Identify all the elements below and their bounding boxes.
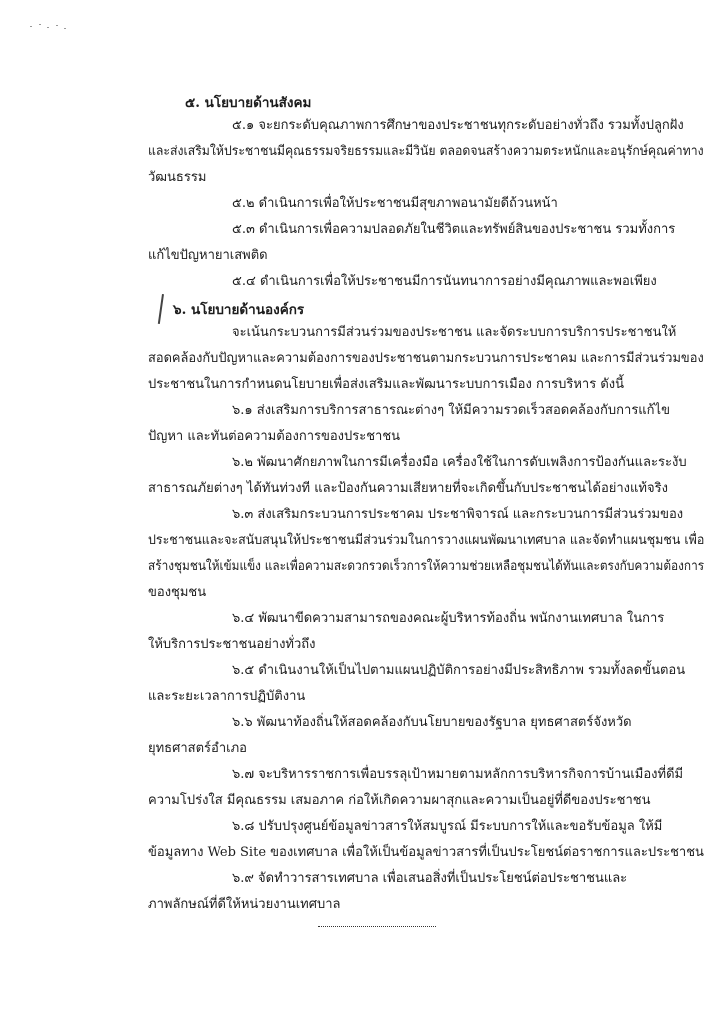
section-heading-6: ๖. นโยบายด้านองค์กร: [173, 302, 305, 318]
paragraph-line: ๖.๓ ส่งเสริมกระบวนการประชาคม ประชาพิจารณ์ และกระบวนการมีส่วนร่วมของ: [232, 507, 684, 522]
paragraph-line: ๕.๔ ดำเนินการเพื่อให้ประชาชนมีการนันทนาการอย่างมีคุณภาพและพอเพียง: [232, 274, 657, 289]
paragraph-line: วัฒนธรรม: [148, 170, 207, 185]
paragraph-line: ๕.๒ ดำเนินการเพื่อให้ประชาชนมีสุขภาพอนามัยดีถ้วนหน้า: [232, 196, 558, 211]
paragraph-line: แก้ไขปัญหายาเสพติด: [148, 248, 268, 263]
paragraph-line: ๖.๖ พัฒนาท้องถิ่นให้สอดคล้องกับนโยบายของรัฐบาล ยุทธศาสตร์จังหวัด: [232, 715, 632, 730]
paragraph-line: ๕.๓ ดำเนินการเพื่อความปลอดภัยในชีวิตและทรัพย์สินของประชาชน รวมทั้งการ: [232, 222, 676, 237]
paragraph-line: และระยะเวลาการปฏิบัติงาน: [148, 689, 306, 704]
paragraph-line: ประชาชนในการกำหนดนโยบายเพื่อส่งเสริมและพัฒนาระบบการเมือง การบริหาร ดังนี้: [148, 377, 624, 392]
section-heading-5: ๕. นโยบายด้านสังคม: [185, 95, 312, 111]
paragraph-line: และส่งเสริมให้ประชาชนมีคุณธรรมจริยธรรมและมีวินัย ตลอดจนสร้างความตระหนักและอนุรักษ์คุณค่าทาง: [148, 144, 704, 159]
paragraph-line: ความโปร่งใส มีคุณธรรม เสมอภาค ก่อให้เกิดความผาสุกและความเป็นอยู่ที่ดีของประชาชน: [148, 793, 651, 808]
paragraph-line: ให้บริการประชาชนอย่างทั่วถึง: [148, 637, 316, 652]
pen-mark: [158, 294, 164, 324]
paragraph-line: ประชาชนและจะสนับสนุนให้ประชาชนมีส่วนร่วมในการวางแผนพัฒนาเทศบาล และจัดทำแผนชุมชน เพื่อ: [148, 533, 705, 548]
paragraph-line: ๖.๗ จะบริหารราชการเพื่อบรรลุเป้าหมายตามหลักการบริหารกิจการบ้านเมืองที่ดีมี: [232, 767, 684, 782]
paragraph-line: สอดคล้องกับปัญหาและความต้องการของประชาชนตามกระบวนการประชาคม และการมีส่วนร่วมของ: [148, 351, 704, 366]
paragraph-line: ภาพลักษณ์ที่ดีให้หน่วยงานเทศบาล: [148, 897, 341, 912]
paragraph-line: สร้างชุมชนให้เข้มแข็ง และเพื่อความสะดวกรวดเร็วการให้ความช่วยเหลือชุมชนได้ทันและตรงกับความต้องการ: [148, 559, 705, 574]
paragraph-line: ของชุมชน: [148, 585, 207, 600]
paragraph-line: ๖.๕ ดำเนินงานให้เป็นไปตามแผนปฏิบัติการอย่างมีประสิทธิภาพ รวมทั้งลดขั้นตอน: [232, 663, 686, 678]
end-dotted-rule: [318, 926, 436, 927]
paragraph-line: ๖.๘ ปรับปรุงศูนย์ข้อมูลข่าวสารให้สมบูรณ์ มีระบบการให้และขอรับข้อมูล ให้มี: [232, 819, 663, 834]
paragraph-line: จะเน้นกระบวนการมีส่วนร่วมของประชาชน และจัดระบบการบริการประชาชนให้: [232, 325, 677, 340]
scan-specks: [30, 22, 70, 30]
paragraph-line: ๕.๑ จะยกระดับคุณภาพการศึกษาของประชาชนทุกระดับอย่างทั่วถึง รวมทั้งปลูกฝัง: [232, 118, 684, 133]
paragraph-line: ข้อมูลทาง Web Site ของเทศบาล เพื่อให้เป็นข้อมูลข่าวสารที่เป็นประโยชน์ต่อราชการและประชาชน: [148, 845, 704, 860]
paragraph-line: ปัญหา และทันต่อความต้องการของประชาชน: [148, 429, 401, 444]
paragraph-line: สาธารณภัยต่างๆ ได้ทันท่วงที และป้องกันความเสียหายที่จะเกิดขึ้นกับประชาชนได้อย่างแท้จริง: [148, 481, 668, 496]
paragraph-line: ยุทธศาสตร์อำเภอ: [148, 741, 247, 756]
paragraph-line: ๖.๒ พัฒนาศักยภาพในการมีเครื่องมือ เครื่องใช้ในการดับเพลิงการป้องกันและระงับ: [232, 455, 687, 470]
paragraph-line: ๖.๙ จัดทำวารสารเทศบาล เพื่อเสนอสิ่งที่เป็นประโยชน์ต่อประชาชนและ: [232, 871, 628, 886]
paragraph-line: ๖.๑ ส่งเสริมการบริการสาธารณะต่างๆ ให้มีความรวดเร็วสอดคล้องกับการแก้ไข: [232, 403, 670, 418]
paragraph-line: ๖.๔ พัฒนาขีดความสามารถของคณะผู้บริหารท้องถิ่น พนักงานเทศบาล ในการ: [232, 611, 665, 626]
